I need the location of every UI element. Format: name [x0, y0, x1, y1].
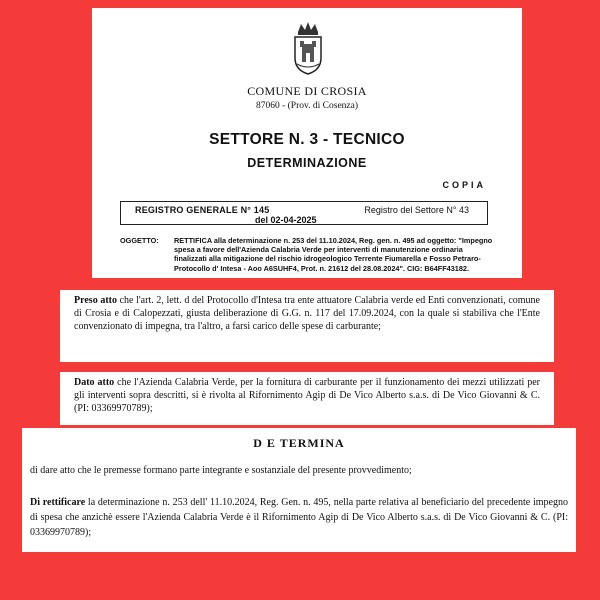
preso-atto-card: [60, 290, 554, 362]
document-type: DETERMINAZIONE: [247, 156, 367, 170]
preso-atto-lead: Preso atto: [74, 295, 117, 306]
document-header-card: [92, 8, 522, 278]
determina-p2-lead: Di rettificare: [30, 497, 86, 508]
dato-atto-lead: Dato atto: [74, 377, 115, 388]
copia-label: COPIA: [442, 180, 486, 190]
registro-date: del 02-04-2025: [255, 215, 317, 225]
oggetto-text: RETTIFICA alla determinazione n. 253 del 11.10.2024, Reg. gen. n. 495 ad oggetto: "Impegno spesa a favore dell'Azienda Calabria Verde per interventi di manutenzione ordinaria finalizzati alla mitigazione del rischio idrogeologico Terrente Fiumarella e Fosso Petraro- Protocollo d' Intesa - Aoo A6SUHF4, Prot. n. 21612 del 28.08.2024". CIG: B64FF43182.: [174, 236, 493, 273]
preso-atto-text: che l'art. 2, lett. d del Protocollo d'Intesa tra ente attuatore Calabria verde ed Enti convenzionati, comune di Crosia e di Calopezzati, giusta deliberazione di G.G. n. 117 del 17.09.2024, con la quale si stabiliva che l'Ente convenzionato di impegna, tra l'altro, a farsi carico delle spese di carburante;: [74, 295, 540, 332]
comune-name: COMUNE DI CROSIA: [247, 84, 367, 98]
determina-card: [22, 428, 576, 552]
registro-settore: Registro del Settore N° 43: [364, 205, 469, 215]
oggetto-label: OGGETTO:: [120, 236, 159, 245]
determina-title: D E TERMINA: [253, 436, 345, 450]
dato-atto-card: [60, 372, 554, 425]
dato-atto-paragraph: [74, 377, 540, 415]
comune-address: 87060 - (Prov. di Cosenza): [255, 101, 359, 111]
determina-p2-text: la determinazione n. 253 dell' 11.10.2024, Reg. Gen. n. 495, nella parte relativa al beneficiario del precedente impegno di spesa che anzichè essere l'Azienda Calabria Verde è il Rifornimento Agip di De Vico Alberto s.a.s. di De Vico Giovanni & C. (PI: 03369970789);: [30, 497, 568, 538]
determina-paragraph-1: di dare atto che le premesse formano parte integrante e sostanziale del presente provvedimento;: [30, 465, 412, 476]
registro-box: [120, 201, 488, 225]
dato-atto-text: che l'Azienda Calabria Verde, per la fornitura di carburante per il funzionamento dei mezzi utilizzati per gli interventi sopra descritti, si è rivolta al Rifornimento Agip di De Vico Alberto s.a.s. di De Vico Giovanni & C. (PI: 03369970789);: [74, 377, 541, 414]
registro-generale: REGISTRO GENERALE N° 145: [135, 205, 270, 215]
determina-paragraph-2: [30, 495, 568, 540]
preso-atto-paragraph: [74, 295, 540, 333]
settore-title: SETTORE N. 3 - TECNICO: [209, 131, 405, 148]
oggetto-block: [120, 236, 494, 273]
municipal-crest-icon: [290, 20, 326, 76]
